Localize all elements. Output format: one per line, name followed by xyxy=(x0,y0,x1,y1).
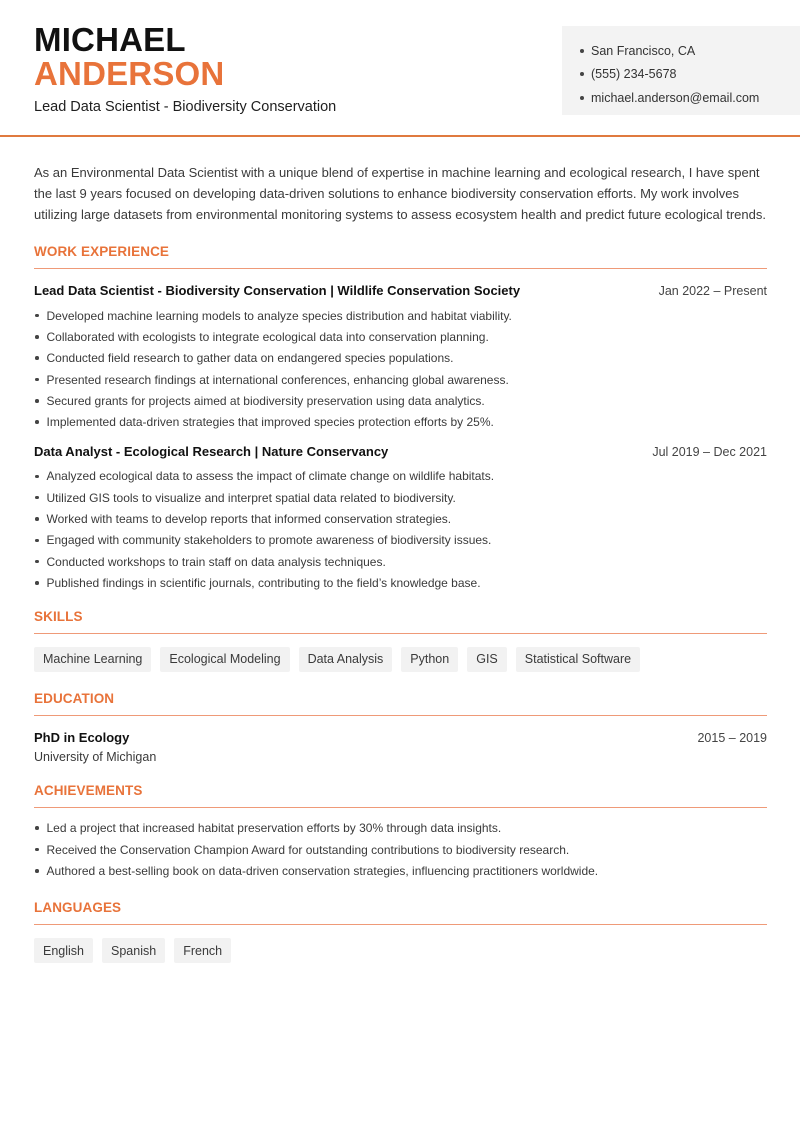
summary-paragraph: As an Environmental Data Scientist with a unique blend of expertise in machine learning and ecological research, I have spent the last 9 years focused on developing data-driven solutions to enhance biodiversity conservation efforts. My work involves utilizing large datasets from environmental monitoring systems to assess ecosystem health and predict future ecological trends. xyxy=(34,165,766,222)
section-title-work: WORK EXPERIENCE xyxy=(34,244,767,269)
resume-body xyxy=(34,162,767,963)
language-tag: English xyxy=(34,938,93,963)
education-school: University of Michigan xyxy=(34,749,157,764)
bullet-icon xyxy=(35,356,39,360)
contact-phone xyxy=(580,63,800,87)
skill-tag: Statistical Software xyxy=(516,647,640,672)
bullet-icon xyxy=(35,314,39,318)
section-title-achievements: ACHIEVEMENTS xyxy=(34,783,767,808)
contact-phone-text: (555) 234-5678 xyxy=(591,67,677,82)
job-bullet-text: Conducted field research to gather data on endangered species populations. xyxy=(46,351,454,366)
section-title-education: EDUCATION xyxy=(34,691,767,716)
job-bullet-text: Worked with teams to develop reports that informed conservation strategies. xyxy=(46,512,452,527)
bullet-icon xyxy=(35,826,39,830)
job-bullet xyxy=(34,348,767,369)
job-bullet-text: Collaborated with ecologists to integrate ecological data into conservation planning. xyxy=(46,329,489,344)
contact-email-text: michael.anderson@email.com xyxy=(591,90,760,105)
bullet-icon xyxy=(580,49,584,53)
job-bullets xyxy=(34,305,767,433)
last-name: ANDERSON xyxy=(34,55,225,92)
skill-tag: GIS xyxy=(467,647,507,672)
contact-list xyxy=(580,39,800,110)
achievement-item xyxy=(34,818,767,839)
skills-section xyxy=(34,609,767,672)
bullet-icon xyxy=(580,72,584,76)
job-bullet-text: Implemented data-driven strategies that improved species protection efforts by 25%. xyxy=(46,415,494,430)
job-bullet xyxy=(34,466,767,487)
achievement-text: Led a project that increased habitat preservation efforts by 30% through data insights. xyxy=(46,821,502,836)
achievement-item xyxy=(34,860,767,881)
contact-location xyxy=(580,39,800,63)
bullet-icon xyxy=(35,378,39,382)
bullet-icon xyxy=(580,96,584,100)
job-bullet-text: Presented research findings at international conferences, enhancing global awareness. xyxy=(46,372,509,387)
job-role: Lead Data Scientist - Biodiversity Conservation | Wildlife Conservation Society xyxy=(34,283,521,298)
bullet-icon xyxy=(35,496,39,500)
job-bullet-text: Developed machine learning models to analyze species distribution and habitat viability. xyxy=(46,308,512,323)
work-experience-section xyxy=(34,244,767,594)
job-entry xyxy=(34,444,767,594)
bullet-icon xyxy=(35,335,39,339)
contact-email xyxy=(580,86,800,110)
languages-section xyxy=(34,900,767,963)
job-bullet xyxy=(34,530,767,551)
headline-title: Lead Data Scientist - Biodiversity Conservation xyxy=(34,99,337,115)
job-bullet xyxy=(34,508,767,529)
job-bullet xyxy=(34,305,767,326)
language-tags xyxy=(34,938,767,963)
job-bullet-text: Conducted workshops to train staff on data analysis techniques. xyxy=(46,554,386,569)
achievement-text: Authored a best-selling book on data-driven conservation strategies, influencing practitioners worldwide. xyxy=(46,863,599,878)
language-tag: Spanish xyxy=(102,938,165,963)
job-bullet xyxy=(34,551,767,572)
education-section xyxy=(34,691,767,764)
job-bullet xyxy=(34,411,767,432)
job-bullet-text: Published findings in scientific journals, contributing to the field’s knowledge base. xyxy=(46,575,481,590)
job-bullet xyxy=(34,487,767,508)
first-name: MICHAEL xyxy=(34,21,186,58)
skill-tag: Data Analysis xyxy=(299,647,393,672)
job-bullet xyxy=(34,572,767,593)
bullet-icon xyxy=(35,420,39,424)
bullet-icon xyxy=(35,517,39,521)
job-dates: Jul 2019 – Dec 2021 xyxy=(652,444,767,459)
job-bullet xyxy=(34,390,767,411)
achievement-item xyxy=(34,839,767,860)
job-bullet xyxy=(34,326,767,347)
education-entry xyxy=(34,730,767,764)
education-degree: PhD in Ecology xyxy=(34,729,130,745)
job-dates: Jan 2022 – Present xyxy=(658,284,767,298)
resume-header xyxy=(0,0,800,137)
skill-tag: Python xyxy=(401,647,458,672)
job-bullet-text: Utilized GIS tools to visualize and interpret spatial data related to biodiversity. xyxy=(46,490,456,505)
bullet-icon xyxy=(35,869,39,873)
bullet-icon xyxy=(35,475,39,479)
job-bullet xyxy=(34,369,767,390)
bullet-icon xyxy=(35,581,39,585)
language-tag: French xyxy=(174,938,231,963)
bullet-icon xyxy=(35,560,39,564)
job-entry xyxy=(34,283,767,433)
job-role: Data Analyst - Ecological Research | Nature Conservancy xyxy=(34,443,389,459)
job-bullet-text: Secured grants for projects aimed at biodiversity preservation using data analytics. xyxy=(46,393,485,408)
skill-tag: Machine Learning xyxy=(34,647,151,672)
education-dates: 2015 – 2019 xyxy=(697,730,767,745)
bullet-icon xyxy=(35,539,39,543)
bullet-icon xyxy=(35,848,39,852)
section-title-skills: SKILLS xyxy=(34,609,767,634)
achievements-section xyxy=(34,783,767,882)
contact-location-text: San Francisco, CA xyxy=(591,43,696,58)
candidate-name xyxy=(34,23,224,91)
achievement-list xyxy=(34,818,767,882)
section-title-languages: LANGUAGES xyxy=(34,900,767,925)
achievement-text: Received the Conservation Champion Award for outstanding contributions to biodiversity research. xyxy=(46,842,570,857)
contact-box xyxy=(562,26,800,115)
skills-tags xyxy=(34,647,767,672)
bullet-icon xyxy=(35,399,39,403)
job-bullets xyxy=(34,466,767,594)
skill-tag: Ecological Modeling xyxy=(160,647,289,672)
job-bullet-text: Engaged with community stakeholders to promote awareness of biodiversity issues. xyxy=(46,533,492,548)
job-bullet-text: Analyzed ecological data to assess the impact of climate change on wildlife habitats. xyxy=(46,469,495,484)
